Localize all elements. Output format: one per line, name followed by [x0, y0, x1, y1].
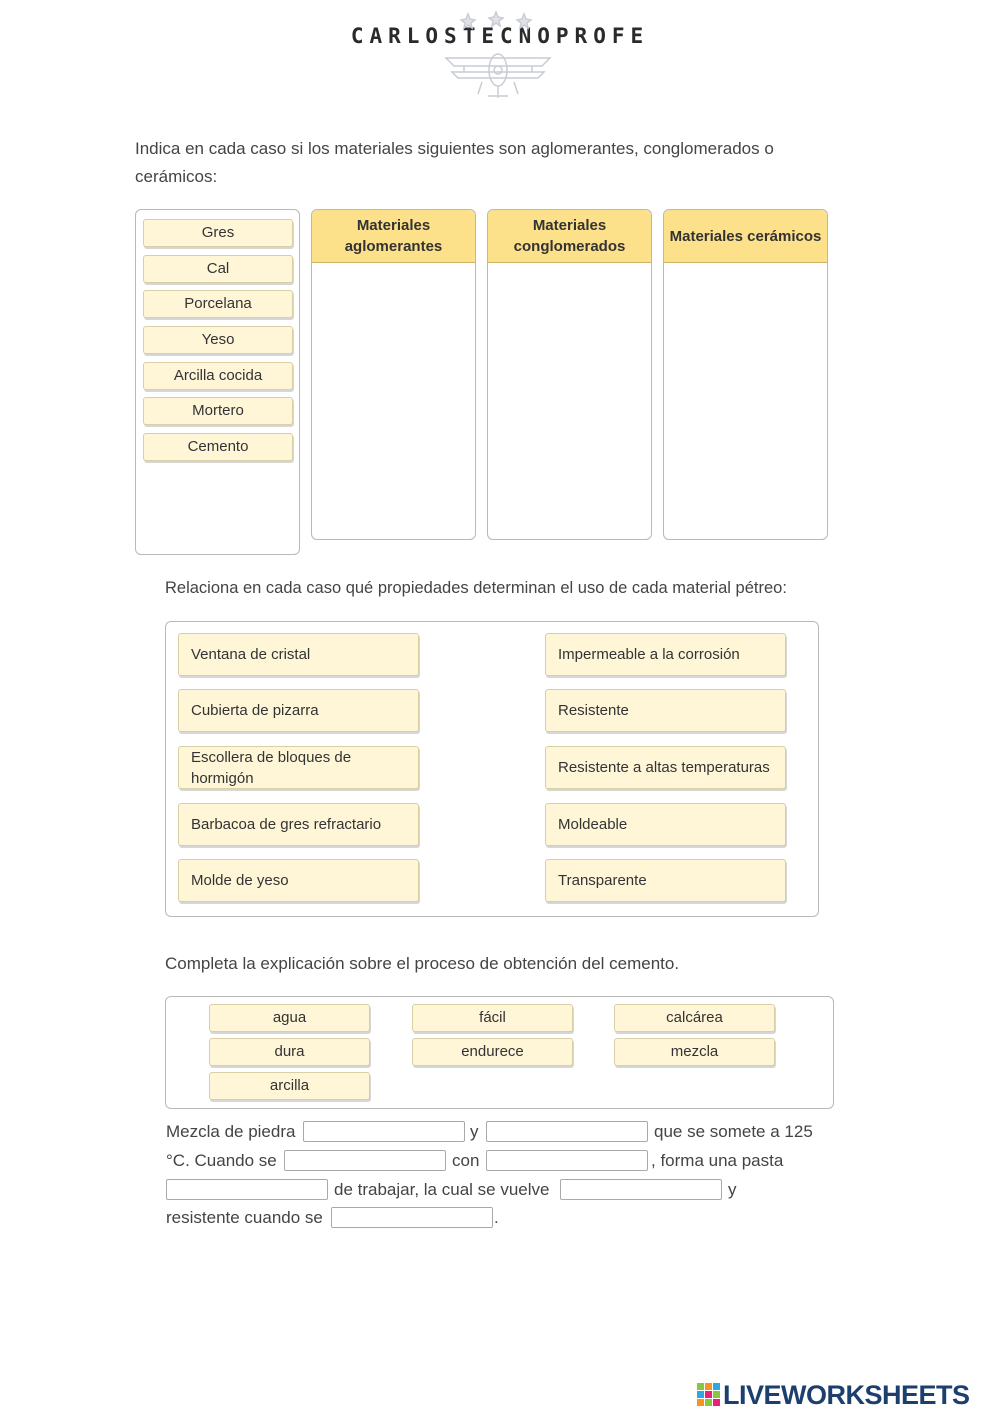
match-right-item[interactable]: Transparente — [545, 859, 786, 902]
drag-chip-cemento[interactable]: Cemento — [143, 433, 293, 461]
word-chip-arcilla[interactable]: arcilla — [209, 1072, 370, 1100]
site-logo-text: CARLOSTECNOPROFE — [350, 24, 650, 48]
drag-chip-porcelana[interactable]: Porcelana — [143, 290, 293, 318]
drop-zone-aglomerantes[interactable] — [312, 263, 475, 539]
match-right-item[interactable]: Impermeable a la corrosión — [545, 633, 786, 676]
blank-input-2[interactable] — [486, 1121, 648, 1142]
word-chip-calcarea[interactable]: calcárea — [614, 1004, 775, 1032]
paragraph-text: . — [494, 1208, 499, 1227]
column-header: Materiales cerámicos — [664, 210, 827, 263]
match-left-item[interactable]: Escollera de bloques de hormigón — [178, 746, 419, 789]
category-column-aglomerantes — [311, 209, 476, 540]
drag-chip-yeso[interactable]: Yeso — [143, 326, 293, 354]
match-right-item[interactable]: Moldeable — [545, 803, 786, 846]
paragraph-text: de trabajar, la cual se vuelve — [334, 1180, 550, 1199]
section2-instruction: Relaciona en cada caso qué propiedades determinan el uso de cada material pétreo: — [165, 579, 787, 597]
drag-chip-gres[interactable]: Gres — [143, 219, 293, 247]
paragraph-text: con — [452, 1151, 480, 1170]
biplane-logo-icon — [438, 10, 558, 102]
drag-chip-mortero[interactable]: Mortero — [143, 397, 293, 425]
match-right-item[interactable]: Resistente a altas temperaturas — [545, 746, 786, 789]
match-container — [165, 621, 819, 917]
drop-zone-ceramicos[interactable] — [664, 263, 827, 539]
paragraph-text: °C. Cuando se — [166, 1151, 277, 1170]
blank-input-4[interactable] — [486, 1150, 648, 1171]
word-bank — [165, 996, 834, 1109]
blank-input-3[interactable] — [284, 1150, 446, 1171]
blank-input-1[interactable] — [303, 1121, 465, 1142]
column-header: Materiales aglomerantes — [312, 210, 475, 263]
paragraph-text: y — [728, 1180, 737, 1199]
liveworksheets-logo-icon — [697, 1383, 721, 1407]
match-left-item[interactable]: Cubierta de pizarra — [178, 689, 419, 732]
word-chip-mezcla[interactable]: mezcla — [614, 1038, 775, 1066]
word-chip-agua[interactable]: agua — [209, 1004, 370, 1032]
paragraph-text: Mezcla de piedra — [166, 1122, 296, 1141]
match-right-item[interactable]: Resistente — [545, 689, 786, 732]
drop-zone-conglomerados[interactable] — [488, 263, 651, 539]
paragraph-text: que se somete a 125 — [654, 1122, 813, 1141]
section3-instruction: Completa la explicación sobre el proceso de obtención del cemento. — [165, 954, 680, 973]
paragraph-text: y — [470, 1122, 479, 1141]
match-left-item[interactable]: Ventana de cristal — [178, 633, 419, 676]
brand-text: LIVEWORKSHEETS — [723, 1380, 970, 1410]
drag-pool — [135, 209, 300, 555]
blank-input-7[interactable] — [331, 1207, 493, 1228]
blank-input-5[interactable] — [166, 1179, 328, 1200]
paragraph-text: , forma una pasta — [651, 1151, 784, 1170]
category-column-ceramicos — [663, 209, 828, 540]
word-chip-endurece[interactable]: endurece — [412, 1038, 573, 1066]
blank-input-6[interactable] — [560, 1179, 722, 1200]
paragraph-text: resistente cuando se — [166, 1208, 323, 1227]
match-left-item[interactable]: Barbacoa de gres refractario — [178, 803, 419, 846]
drag-chip-arcilla-cocida[interactable]: Arcilla cocida — [143, 362, 293, 390]
section1-instruction: Indica en cada caso si los materiales siguientes son aglomerantes, conglomerados o cerámicos: — [135, 139, 774, 186]
drag-chip-cal[interactable]: Cal — [143, 255, 293, 283]
match-left-item[interactable]: Molde de yeso — [178, 859, 419, 902]
word-chip-dura[interactable]: dura — [209, 1038, 370, 1066]
word-chip-facil[interactable]: fácil — [412, 1004, 573, 1032]
column-header: Materiales conglomerados — [488, 210, 651, 263]
category-column-conglomerados — [487, 209, 652, 540]
